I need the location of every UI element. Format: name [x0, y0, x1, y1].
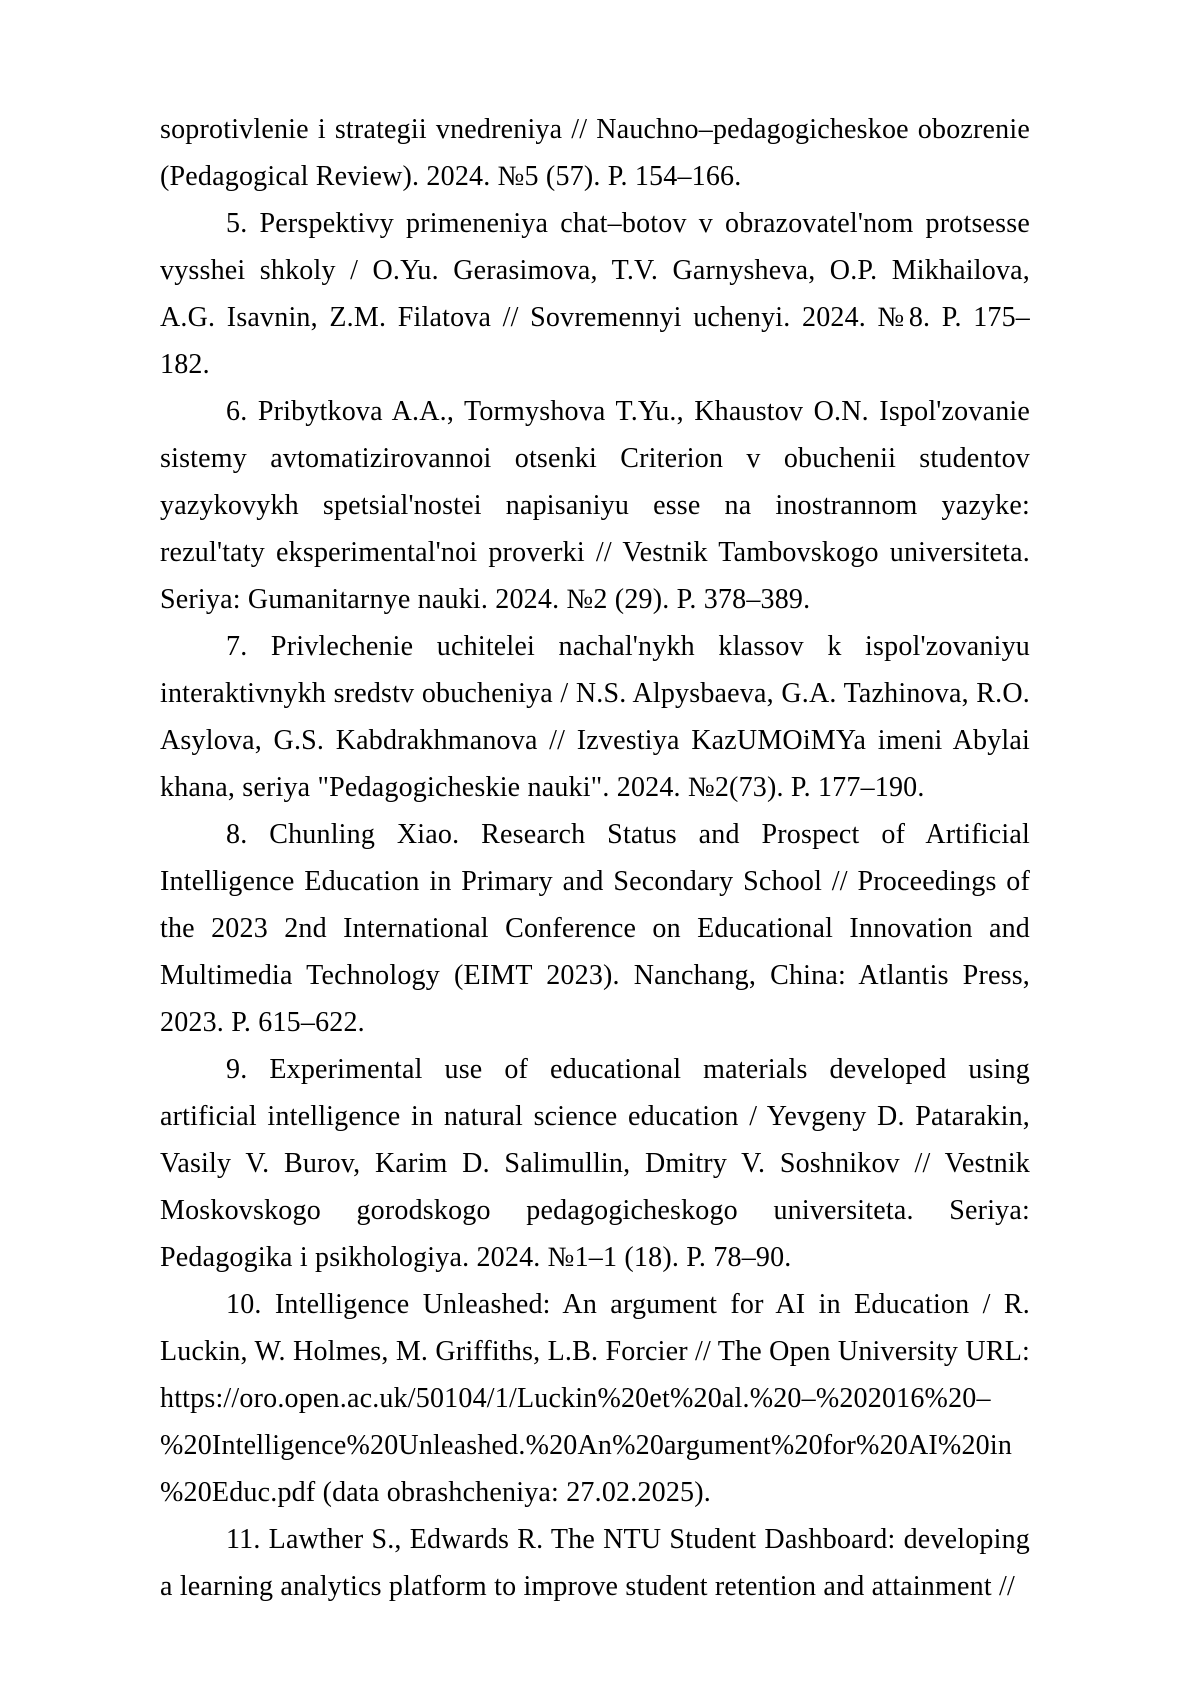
reference-item-4-continuation: soprotivlenie i strategii vnedreniya // Nauchno–pedagogicheskoe obozrenie (Pedagogical Review). 2024. №5 (57). P. 154–166. — [160, 114, 1030, 192]
reference-item-8: 8. Chunling Xiao. Research Status and Prospect of Artificial Intelligence Education in Primary and Secondary School // Proceedings of the 2023 2nd International Conference on Educational Innovation and Multimedia Technology (EIMT 2023). Nanchang, China: Atlantis Press, 2023. P. 615–622. — [160, 819, 1030, 1038]
reference-item-5: 5. Perspektivy primeneniya chat–botov v obrazovatel'nom protsesse vysshei shkoly / O.Yu. Gerasimova, T.V. Garnysheva, O.P. Mikhailova, A.G. Isavnin, Z.M. Filatova // Sovremennyi uchenyi. 2024. №8. P. 175–182. — [160, 208, 1030, 380]
reference-item-9: 9. Experimental use of educational materials developed using artificial intelligence in natural science education / Yevgeny D. Patarakin, Vasily V. Burov, Karim D. Salimullin, Dmitry V. Soshnikov // Vestnik Moskovskogo gorodskogo pedagogicheskogo universiteta. Seriya: Pedagogika i psikhologiya. 2024. №1–1 (18). P. 78–90. — [160, 1054, 1030, 1273]
reference-item-6: 6. Pribytkova A.A., Tormyshova T.Yu., Khaustov O.N. Ispol'zovanie sistemy avtomatizirovannoi otsenki Criterion v obuchenii studentov yazykovykh spetsial'nostei napisaniyu esse na inostrannom yazyke: rezul'taty eksperimental'noi proverki // Vestnik Tambovskogo universiteta. Seriya: Gumanitarnye nauki. 2024. №2 (29). P. 378–389. — [160, 396, 1030, 615]
reference-item-11: 11. Lawther S., Edwards R. The NTU Student Dashboard: developing a learning analytics platform to improve student retention and attainment // — [160, 1524, 1030, 1602]
reference-item-10: 10. Intelligence Unleashed: An argument for AI in Education / R. Luckin, W. Holmes, M. Griffiths, L.B. Forcier // The Open University URL: https://oro.open.ac.uk/50104/1/Luckin%20et%20al.%20–%202016%20–%20Intelligence%20Unleashed.%20An%20argument%20for%20AI%20in%20Educ.pdf (data obrashcheniya: 27.02.2025). — [160, 1289, 1030, 1508]
reference-item-7: 7. Privlechenie uchitelei nachal'nykh klassov k ispol'zovaniyu interaktivnykh sredstv obucheniya / N.S. Alpysbaeva, G.A. Tazhinova, R.O. Asylova, G.S. Kabdrakhmanova // Izvestiya KazUMOiMYa imeni Abylai khana, seriya "Pedagogicheskie nauki". 2024. №2(73). P. 177–190. — [160, 631, 1030, 803]
